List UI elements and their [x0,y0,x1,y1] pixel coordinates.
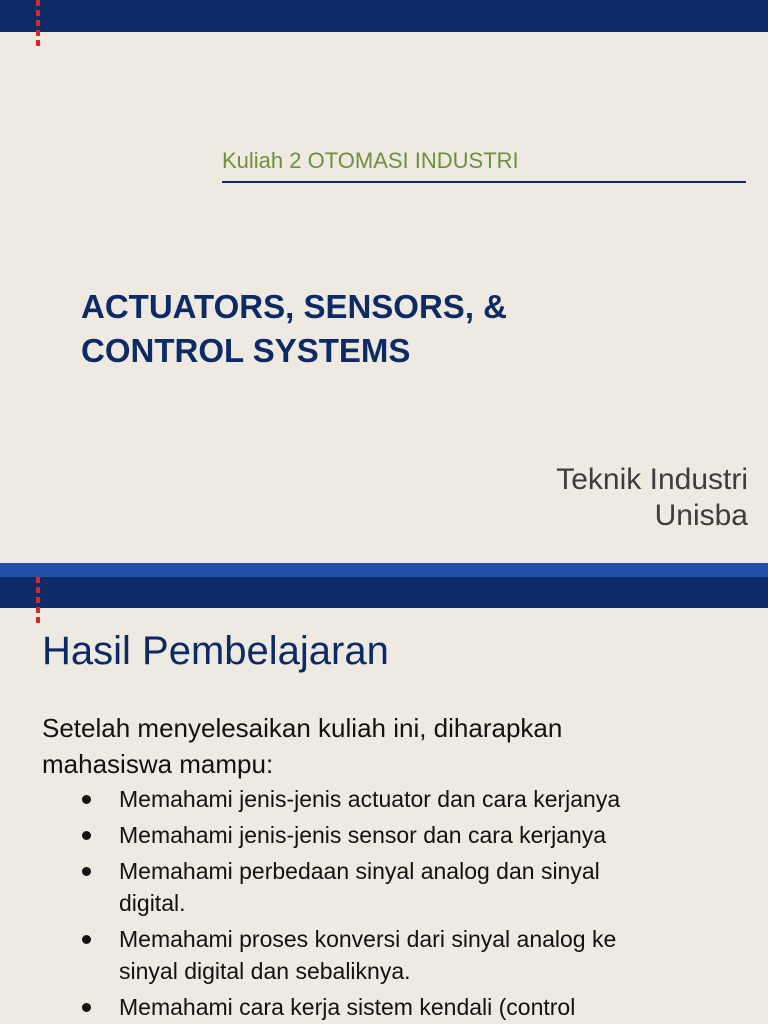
bullet-dot-icon [82,867,91,876]
outcome-item [0,991,768,1023]
outcome-text: Memahami cara kerja sistem kendali (control [119,994,576,1020]
slide2-header-bar [0,577,768,608]
lecture-subtitle: Kuliah 2 OTOMASI INDUSTRI [222,148,519,173]
main-title [81,285,507,373]
bullet-dot-icon [82,1003,91,1012]
intro-line-2: mahasiswa mampu: [42,749,274,779]
slide2-title: Hasil Pembelajaran [42,629,389,673]
outcome-text: Memahami jenis-jenis sensor dan cara kerjanya [119,822,607,848]
outcome-item [0,783,768,815]
top-header-bar [0,0,768,32]
red-dashed-accent [36,577,40,627]
outcome-item [0,819,768,851]
outcome-item [0,855,768,919]
red-dashed-accent [36,0,40,50]
outcome-item [0,923,768,987]
outcome-text: Memahami perbedaan sinyal analog dan sinyal [119,858,600,884]
affiliation-line-2: Unisba [654,499,748,532]
affiliation [556,462,748,534]
intro-text [42,710,562,782]
outcome-text: Memahami proses konversi dari sinyal analog ke [119,926,617,952]
main-title-line-2: CONTROL SYSTEMS [81,332,411,369]
slide2-blue-bar [0,563,768,577]
bullet-dot-icon [82,795,91,804]
outcomes-list [0,783,768,1024]
learning-outcomes-slide [0,563,768,1024]
affiliation-line-1: Teknik Industri [556,463,748,496]
intro-line-1: Setelah menyelesaikan kuliah ini, diharapkan [42,713,563,743]
bullet-dot-icon [82,831,91,840]
bullet-dot-icon [82,935,91,944]
outcome-text-cont: sinyal digital dan sebaliknya. [119,958,411,984]
outcome-text: Memahami jenis-jenis actuator dan cara kerjanya [119,786,621,812]
outcome-text-cont: digital. [119,890,186,916]
main-title-line-1: ACTUATORS, SENSORS, & [81,288,507,325]
subtitle-underline [222,181,746,183]
